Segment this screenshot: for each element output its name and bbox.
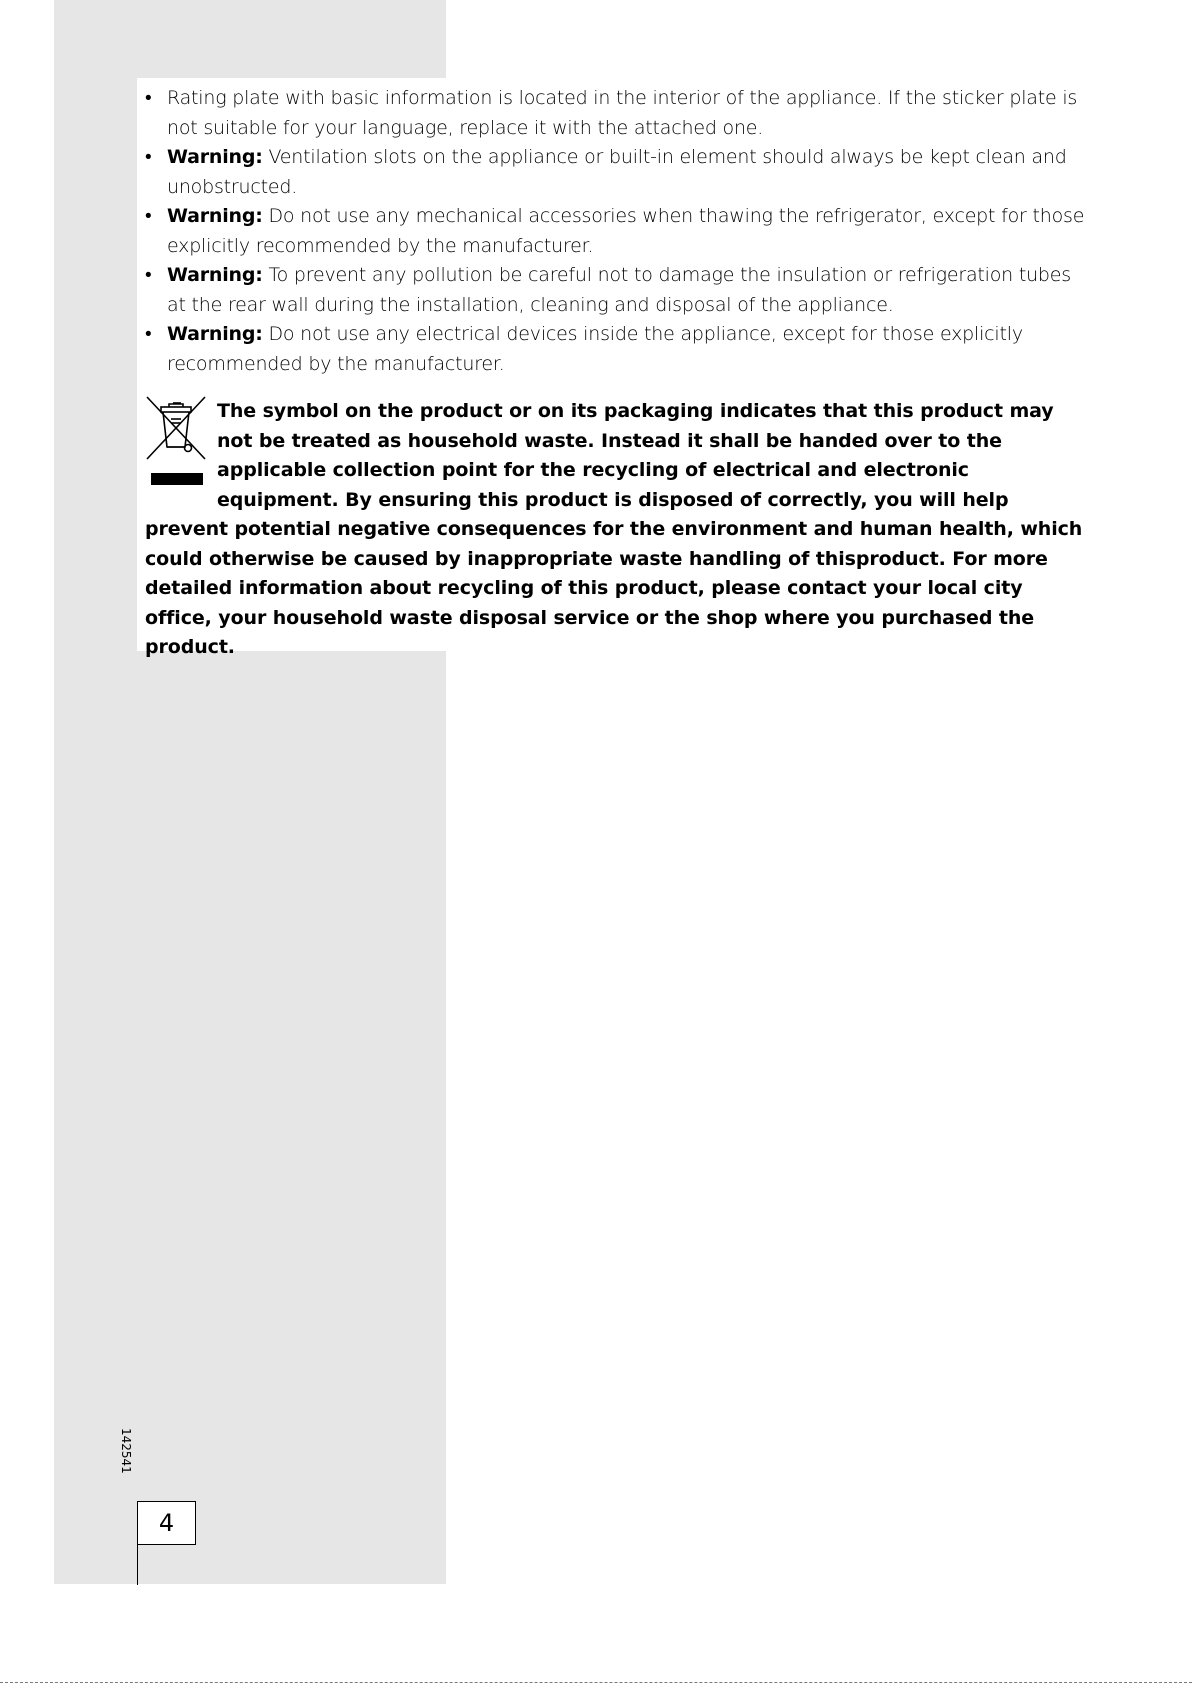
bullet: •: [145, 264, 152, 286]
divider: [0, 1682, 1192, 1683]
list-item-text: Do not use any electrical devices inside the appliance, except for those explicitly recommended by the manufacturer.: [167, 323, 1023, 375]
list-item: [145, 143, 1090, 202]
page-number: 4: [137, 1501, 196, 1545]
warning-label: Warning:: [167, 323, 263, 345]
warning-label: Warning:: [167, 146, 263, 168]
list-item-text: Ventilation slots on the appliance or built-in element should always be kept clean and unobstructed.: [167, 146, 1067, 198]
bullet: •: [145, 87, 152, 109]
warning-label: Warning:: [167, 205, 263, 227]
warning-label: Warning:: [167, 264, 263, 286]
list-item-text: Do not use any mechanical accessories when thawing the refrigerator, except for those explicitly recommended by the manufacturer.: [167, 205, 1085, 257]
list-item: [145, 320, 1090, 379]
list-item: [145, 202, 1090, 261]
list-item-text: Rating plate with basic information is located in the interior of the appliance. If the sticker plate is not suitable for your language, replace it with the attached one.: [167, 87, 1078, 139]
crossed-out-wheelie-bin-icon: [145, 395, 207, 489]
page-content: [137, 78, 1095, 658]
page-marker-line: [137, 1545, 138, 1585]
warnings-list: [145, 84, 1090, 379]
bullet: •: [145, 146, 152, 168]
recycling-notice-text: The symbol on the product or on its packaging indicates that this product may not be treated as household waste. Instead it shall be handed over to the applicable collection point for the recycling of electrical and electronic equipment. By ensuring this product is disposed of correctly, you will help prevent potential negative consequences for the environment and human health, which could otherwise be caused by inappropriate waste handling of thisproduct. For more detailed information about recycling of this product, please contact your local city office, your household waste disposal service or the shop where you purchased the product.: [145, 400, 1083, 658]
document-code: 142541: [119, 1428, 133, 1474]
bullet: •: [145, 323, 152, 345]
recycling-notice: [145, 397, 1090, 663]
list-item: [145, 261, 1090, 320]
list-item: [145, 84, 1090, 143]
list-item-text: To prevent any pollution be careful not to damage the insulation or refrigeration tubes at the rear wall during the installation, cleaning and disposal of the appliance.: [167, 264, 1071, 316]
bullet: •: [145, 205, 152, 227]
